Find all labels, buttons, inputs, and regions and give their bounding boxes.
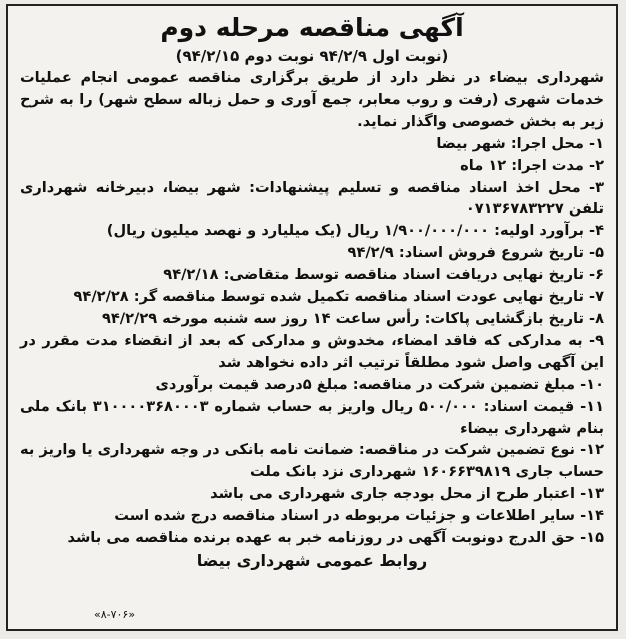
notice-title: آگهی مناقصه مرحله دوم (160, 13, 464, 42)
notice-item-3: ۳- محل اخذ اسناد مناقصه و تسلیم پیشنهادات: شهر بیضا، دبیرخانه شهرداری تلفن ۰۷۱۳۶۷۸۳۲۲۷ (20, 178, 604, 218)
notice-intro: شهرداری بیضاء در نظر دارد از طریق برگزاری مناقصه عمومی انجام عملیات خدمات شهری (رفت و روب معابر، جمع آوری و حمل زباله سطح شهر) را به شرح زیر به بخش خصوصی واگذار نماید. (20, 69, 604, 130)
notice-item-2: ۲- مدت اجرا: ۱۲ ماه (460, 156, 604, 174)
notice-frame (6, 4, 618, 631)
notice-item-8: ۸- تاریخ بازگشایی پاکات: رأس ساعت ۱۴ روز سه شنبه مورخه ۹۴/۲/۲۹ (101, 309, 604, 327)
notice-item-5: ۵- تاریخ شروع فروش اسناد: ۹۴/۲/۹ (347, 244, 604, 262)
notice-subtitle: (نوبت اول ۹۴/۲/۹ نوبت دوم ۹۴/۲/۱۵) (175, 47, 449, 65)
notice-item-11: ۱۱- قیمت اسناد: ۵۰۰/۰۰۰ ریال واریز به حساب شماره ۳۱۰۰۰۰۳۶۸۰۰۰۳ بانک ملی بنام شهرداری بیضاء (20, 397, 604, 437)
notice-item-1: ۱- محل اجرا: شهر بیضا (436, 134, 604, 152)
notice-item-4: ۴- برآورد اولیه: ۱/۹۰۰/۰۰۰/۰۰۰ ریال (یک میلیارد و نهصد میلیون ریال) (106, 222, 604, 240)
notice-item-9: ۹- به مدارکی که فاقد امضاء، مخدوش و مدارکی که بعد از انقضاء مدت مقرر در این آگهی واصل شود مطلقاً ترتیب اثر داده نخواهد شد (20, 331, 604, 371)
notice-item-13: ۱۳- اعتبار طرح از محل بودجه جاری شهرداری می باشد (210, 485, 604, 503)
notice-item-7: ۷- تاریخ نهایی عودت اسناد مناقصه تکمیل شده توسط مناقصه گر: ۹۴/۲/۲۸ (73, 288, 604, 306)
notice-item-15: ۱۵- حق الدرج دونوبت آگهی در روزنامه خبر به عهده برنده مناقصه می باشد (67, 529, 604, 547)
notice-document (8, 6, 616, 572)
notice-code: «۸-۷۰۶» (94, 608, 136, 621)
notice-item-10: ۱۰- مبلغ تضمین شرکت در مناقصه: مبلغ ۵درصد قیمت برآوردی (155, 375, 604, 393)
notice-item-14: ۱۴- سایر اطلاعات و جزئیات مربوطه در اسناد مناقصه درج شده است (114, 507, 604, 525)
notice-signature: روابط عمومی شهرداری بیضا (196, 550, 428, 570)
notice-item-12: ۱۲- نوع تضمین شرکت در مناقصه: ضمانت نامه بانکی در وجه شهرداری یا واریز به حساب جاری ۱۶۰۶۶۳۹۸۱۹ شهرداری نزد بانک ملت (20, 441, 604, 481)
notice-item-6: ۶- تاریخ نهایی دریافت اسناد مناقصه توسط متقاضی: ۹۴/۲/۱۸ (163, 266, 604, 284)
